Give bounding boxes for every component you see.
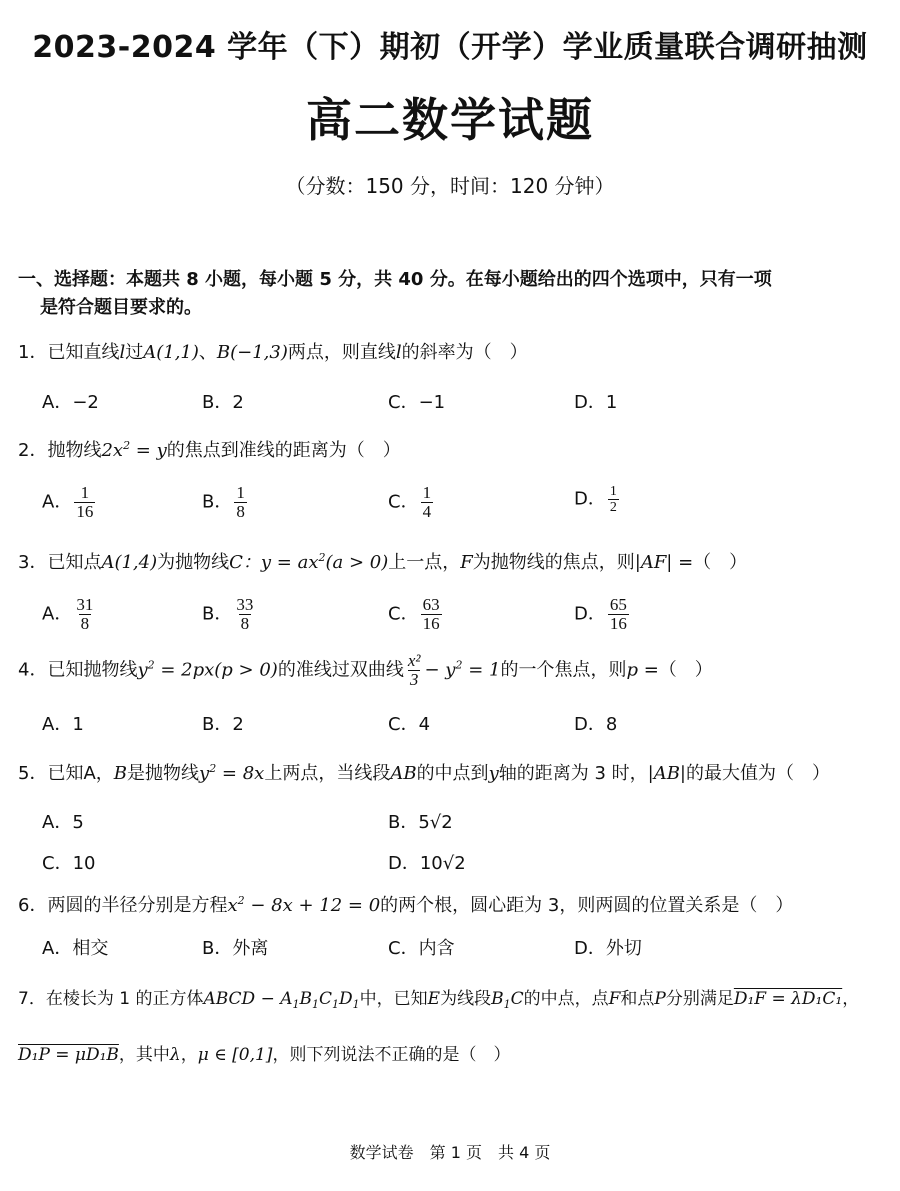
numerator: 33 <box>236 595 254 614</box>
q-text: 已知 <box>47 763 84 784</box>
q5-option-c: C．10 <box>42 853 96 874</box>
q6-option-c: C．内含 <box>388 938 455 959</box>
question-number: 2． <box>18 440 48 461</box>
math: y <box>488 763 499 784</box>
math: F <box>608 989 621 1009</box>
q-text: 、 <box>198 342 217 363</box>
q-text: =（ ） <box>672 552 748 573</box>
numerator: 65 <box>609 595 627 614</box>
math: x <box>227 895 238 916</box>
q5-option-d: D．10√2 <box>388 853 466 874</box>
q1-option-c: C．−1 <box>388 392 446 413</box>
option-label: A． <box>42 603 73 625</box>
q-text: 为抛物线的焦点，则 <box>472 552 635 573</box>
q1-option-d: D．1 <box>574 392 618 413</box>
question-7-line-2 <box>18 1040 510 1065</box>
q-text: 两点，则直线 <box>287 342 396 363</box>
math: y <box>199 763 210 784</box>
math: μ ∈ [0,1] <box>197 1045 273 1065</box>
math: p <box>626 659 638 681</box>
section-heading <box>18 266 772 322</box>
denominator: 3 <box>409 670 419 689</box>
q-text: 中，已知 <box>359 989 428 1009</box>
math: C <box>319 989 333 1009</box>
math-sup: 2 <box>318 551 326 564</box>
q-text: ， <box>180 1045 198 1065</box>
math: C： <box>229 552 261 573</box>
q6-option-a: A．相交 <box>42 938 109 959</box>
q-text: 抛物线 <box>47 440 102 461</box>
q-text: 已知抛物线 <box>47 659 138 681</box>
q-text: ， <box>842 989 860 1009</box>
question-number: 6． <box>18 895 48 916</box>
math-sub: 1 <box>312 998 320 1011</box>
q4-option-a: A．1 <box>42 714 84 735</box>
math-sub: 1 <box>503 998 511 1011</box>
q2-option-a <box>42 484 97 521</box>
math: = y <box>130 440 167 461</box>
exam-header: 2023-2024 学年（下）期初（开学）学业质量联合调研抽测 <box>32 30 868 65</box>
q-text: ， <box>95 763 114 784</box>
math: = 1 <box>462 659 501 681</box>
question-2 <box>18 436 401 462</box>
q1-option-b: B．2 <box>202 392 244 413</box>
q2-option-b <box>202 484 249 521</box>
numerator: 1 <box>80 483 90 502</box>
question-number: 4． <box>18 659 48 681</box>
q-text: 分别满足 <box>665 989 734 1009</box>
q-text: 为线段 <box>440 989 492 1009</box>
vector-math: D₁F = λD₁C₁ <box>733 989 843 1009</box>
q-text: 的一个焦点，则 <box>500 659 627 681</box>
q-text: 轴的距离为 3 时， <box>498 763 648 784</box>
math: AB <box>390 763 417 784</box>
question-6 <box>18 891 793 917</box>
math: F <box>460 552 473 573</box>
math-sup: 2 <box>147 658 155 672</box>
question-number: 1． <box>18 342 48 363</box>
denominator: 2 <box>609 500 617 515</box>
question-7-line-1 <box>18 984 859 1011</box>
math: |AB| <box>647 763 686 784</box>
math: C <box>510 989 524 1009</box>
q-text: 的中点，点 <box>523 989 609 1009</box>
math: λ <box>169 1045 181 1065</box>
denominator: 4 <box>422 502 432 521</box>
math: − 8x + 12 = 0 <box>244 895 381 916</box>
question-1 <box>18 338 528 364</box>
denominator: 8 <box>236 502 245 521</box>
numerator: 31 <box>76 595 94 614</box>
math: B <box>299 989 313 1009</box>
fraction <box>406 652 423 689</box>
q3-option-c <box>388 596 444 633</box>
q-text: 的准线过双曲线 <box>277 659 404 681</box>
math-sup: 2 <box>237 894 245 907</box>
fraction <box>74 596 95 633</box>
q-text: 的两个根，圆心距为 3，则两圆的位置关系是（ ） <box>380 895 794 916</box>
math: B <box>113 763 128 784</box>
q4-option-d: D．8 <box>574 714 618 735</box>
math: P <box>654 989 666 1009</box>
math: 2x <box>101 440 124 461</box>
math: y = ax <box>260 552 319 573</box>
q-text: 是抛物线 <box>127 763 200 784</box>
math: l <box>395 342 402 363</box>
q6-option-d: D．外切 <box>574 938 642 959</box>
numerator: x² <box>407 651 421 670</box>
fraction <box>608 484 619 515</box>
q-text: ，其中 <box>118 1045 170 1065</box>
q2-option-d <box>574 484 621 515</box>
fraction <box>234 484 247 521</box>
option-label: B． <box>202 491 233 513</box>
exam-info: （分数：150 分，时间：120 分钟） <box>285 174 615 198</box>
math-sup: 2 <box>209 762 217 775</box>
denominator: 16 <box>422 614 440 633</box>
numerator: 1 <box>609 484 617 499</box>
question-number: 5． <box>18 763 48 784</box>
math-sub: 1 <box>292 998 300 1011</box>
math: y <box>137 659 148 681</box>
fraction <box>421 596 442 633</box>
math-sup: 2 <box>123 439 131 452</box>
math-sub: 1 <box>332 998 340 1011</box>
option-label: C． <box>388 603 419 625</box>
option-label: C． <box>388 491 419 513</box>
q4-option-b: B．2 <box>202 714 244 735</box>
q-text: 的斜率为（ ） <box>401 342 528 363</box>
q-text: 的焦点到准线的距离为（ ） <box>166 440 401 461</box>
q3-option-b <box>202 596 257 633</box>
math: = 8x <box>216 763 265 784</box>
question-5 <box>18 759 830 785</box>
fraction <box>421 484 434 521</box>
option-label: D． <box>574 488 606 510</box>
math: D <box>339 989 353 1009</box>
q6-option-b: B．外离 <box>202 938 269 959</box>
option-label: A． <box>42 491 73 513</box>
section-line-2: 是符合题目要求的。 <box>40 297 202 318</box>
math: l <box>119 342 126 363</box>
vector-math: D₁P = μD₁B <box>18 1045 119 1065</box>
math: |AF| <box>634 552 673 573</box>
q2-option-c <box>388 484 435 521</box>
math: (a > 0) <box>325 552 389 573</box>
q1-option-a: A．−2 <box>42 392 99 413</box>
q5-option-b: B．5√2 <box>388 812 453 833</box>
q-text: 上两点，当线段 <box>264 763 391 784</box>
question-number: 7． <box>18 989 46 1009</box>
q-text: =（ ） <box>637 659 713 681</box>
q3-option-d <box>574 596 631 633</box>
q-text: ，则下列说法不正确的是（ ） <box>272 1045 511 1065</box>
numerator: 1 <box>422 483 432 502</box>
q-text: 在棱长为 1 的正方体 <box>45 989 204 1009</box>
fraction <box>608 596 629 633</box>
math-sub: 1 <box>352 998 360 1011</box>
math: E <box>427 989 441 1009</box>
q3-option-a <box>42 596 97 633</box>
numerator: 63 <box>422 595 440 614</box>
q-text: 和点 <box>620 989 655 1009</box>
option-label: D． <box>574 603 606 625</box>
numerator: 1 <box>236 483 245 502</box>
page-footer: 数学试卷 第 1 页 共 4 页 <box>349 1143 551 1162</box>
math: A <box>83 763 96 784</box>
fraction <box>74 484 95 521</box>
denominator: 16 <box>609 614 627 633</box>
q-text: 的最大值为（ ） <box>686 763 830 784</box>
option-label: B． <box>202 603 233 625</box>
q5-option-a: A．5 <box>42 812 84 833</box>
math-sup: 2 <box>455 658 463 672</box>
q-text: 已知点 <box>47 552 102 573</box>
math: B(−1,3) <box>216 342 288 363</box>
q-text: 两圆的半径分别是方程 <box>47 895 228 916</box>
q4-option-c: C．4 <box>388 714 431 735</box>
denominator: 16 <box>76 502 94 521</box>
math: A(1,4) <box>101 552 158 573</box>
question-number: 3． <box>18 552 48 573</box>
q-text: 过 <box>125 342 144 363</box>
denominator: 8 <box>240 614 250 633</box>
section-line-1: 一、选择题：本题共 8 小题，每小题 5 分，共 40 分。在每小题给出的四个选项中，只有一项 <box>18 269 772 290</box>
math: B <box>491 989 504 1009</box>
math: A(1,1) <box>143 342 199 363</box>
math: − y <box>424 659 456 681</box>
denominator: 8 <box>80 614 90 633</box>
math: ABCD − A <box>203 989 293 1009</box>
q-text: 为抛物线 <box>157 552 230 573</box>
q-text: 已知直线 <box>47 342 120 363</box>
q-text: 上一点， <box>388 552 461 573</box>
question-3 <box>18 548 747 574</box>
fraction <box>234 596 255 633</box>
math: = 2px(p > 0) <box>154 659 278 681</box>
question-4 <box>18 652 713 689</box>
exam-title: 高二数学试题 <box>306 93 594 147</box>
q-text: 的中点到 <box>416 763 489 784</box>
